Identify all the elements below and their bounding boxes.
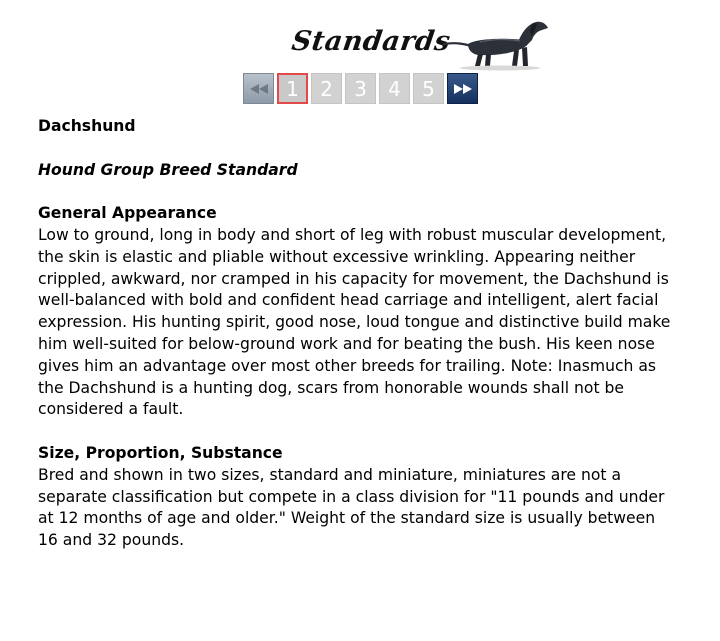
section-heading: Size, Proportion, Substance — [38, 443, 283, 462]
page-4-button[interactable] — [379, 73, 410, 104]
page-5-button[interactable] — [413, 73, 444, 104]
page-number: 2 — [320, 76, 333, 101]
page-2-button[interactable] — [311, 73, 342, 104]
page-3-button[interactable] — [345, 73, 376, 104]
page-1-button[interactable] — [277, 73, 308, 104]
rewind-icon — [249, 83, 269, 95]
first-page-button[interactable] — [243, 73, 274, 104]
group-title: Hound Group Breed Standard — [38, 160, 298, 179]
page-number: 3 — [354, 76, 367, 101]
page-number: 5 — [422, 76, 435, 101]
fast-forward-icon — [453, 83, 473, 95]
section-body: Bred and shown in two sizes, standard and miniature, miniatures are not a separate classification but compete in a class division for "11 pounds and under at 12 months of age and older." Weight of the standard size is usually between 16 and 32 pounds. — [38, 465, 665, 550]
section-body: Low to ground, long in body and short of leg with robust muscular development, the skin is elastic and pliable without excessive wrinkling. Appearing neither crippled, awkward, nor cramped in his capacity for movement, the Dachshund is well-balanced with bold and confident head carriage and intelligent, alert facial expression. His hunting spirit, good nose, loud tongue and distinctive build make him well-suited for below-ground work and for beating the bush. His keen nose gives him an advantage over most other breeds for trailing. Note: Inasmuch as the Dachshund is a hunting dog, scars from honorable wounds shall not be considered a fault. — [38, 225, 671, 419]
last-page-button[interactable] — [447, 73, 478, 104]
section-heading: General Appearance — [38, 204, 217, 223]
breed-standard-article — [38, 116, 678, 574]
page-number: 4 — [388, 76, 401, 101]
dachshund-image — [438, 14, 550, 74]
page-number: 1 — [286, 76, 299, 101]
page-title: Standards — [289, 26, 453, 57]
page-header — [0, 0, 720, 110]
breed-name: Dachshund — [38, 117, 136, 135]
